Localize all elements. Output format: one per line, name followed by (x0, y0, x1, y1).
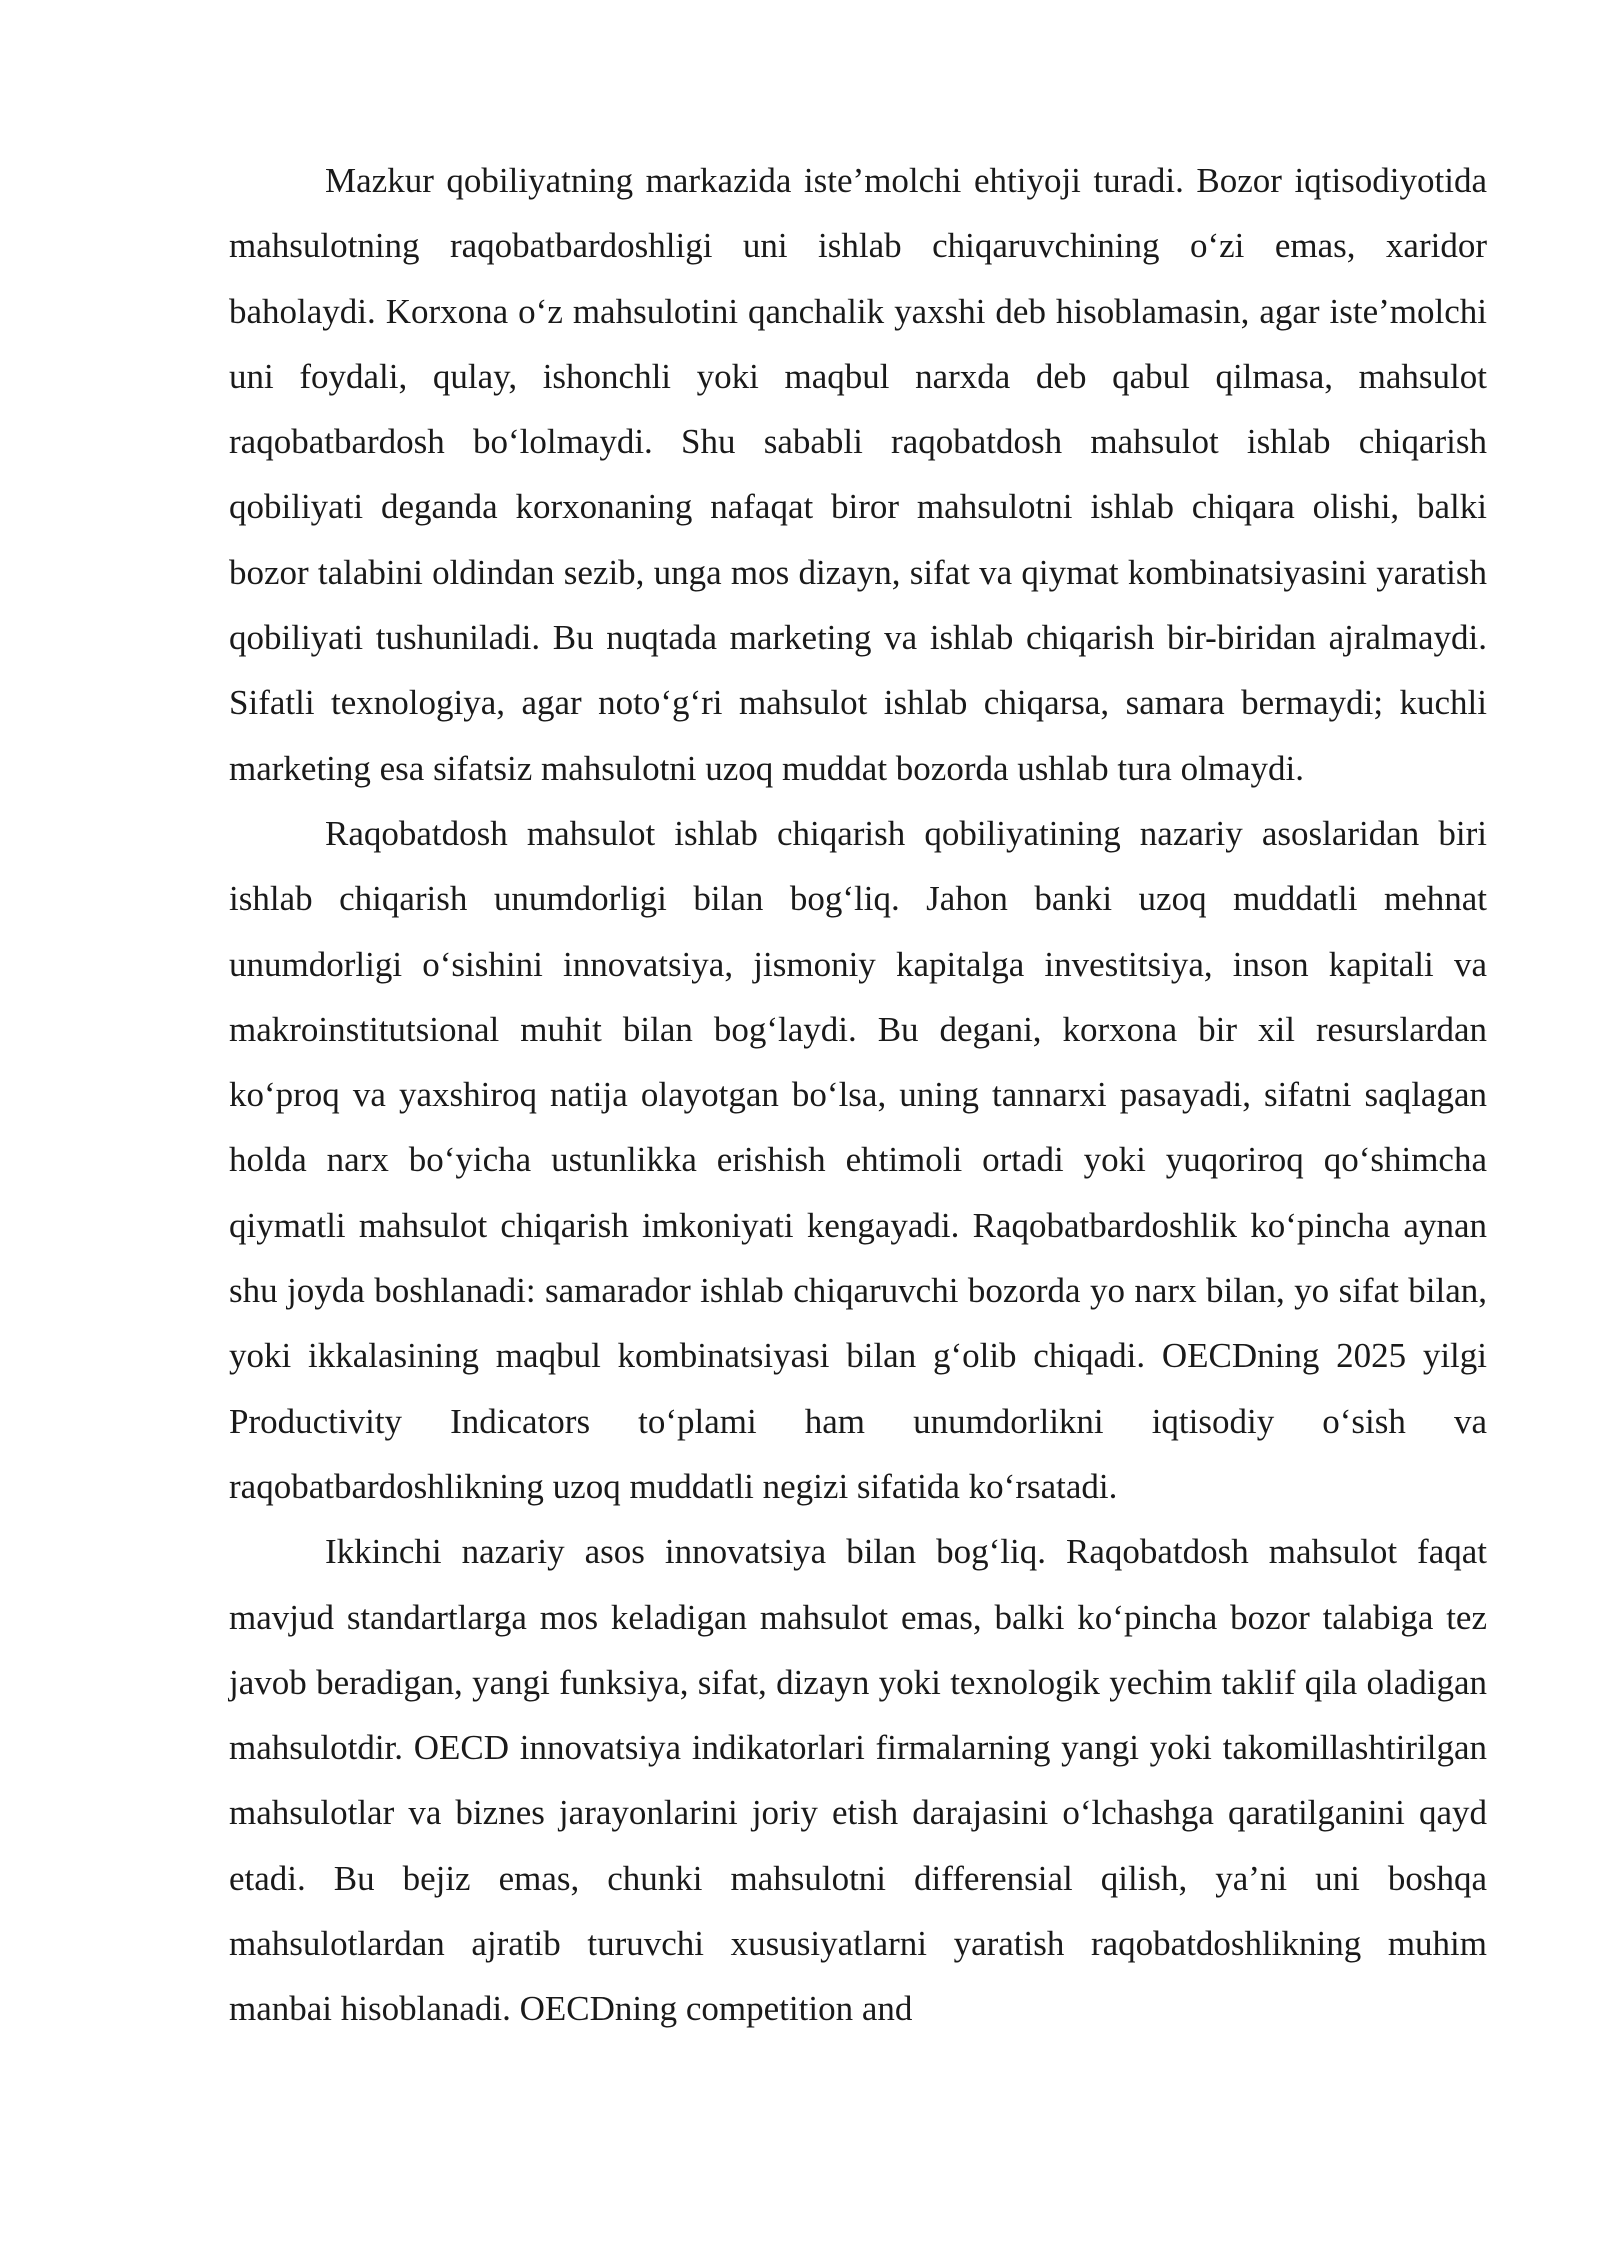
paragraph-2: Raqobatdosh mahsulot ishlab chiqarish qobiliyatining nazariy asoslaridan biri ishlab chiqarish unumdorligi bilan bog‘liq. Jahon banki uzoq muddatli mehnat unumdorligi o‘sishini innovatsiya, jismoniy kapitalga investitsiya, inson kapitali va makroinstitutsional muhit bilan bog‘laydi. Bu degani, korxona bir xil resurslardan ko‘proq va yaxshiroq natija olayotgan bo‘lsa, uning tannarxi pasayadi, sifatni saqlagan holda narx bo‘yicha ustunlikka erishish ehtimoli ortadi yoki yuqoriroq qo‘shimcha qiymatli mahsulot chiqarish imkoniyati kengayadi. Raqobatbardoshlik ko‘pincha aynan shu joyda boshlanadi: samarador ishlab chiqaruvchi bozorda yo narx bilan, yo sifat bilan, yoki ikkalasining maqbul kombinatsiyasi bilan g‘olib chiqadi. OECDning 2025 yilgi Productivity Indicators to‘plami ham unumdorlikni iqtisodiy o‘sish va raqobatbardoshlikning uzoq muddatli negizi sifatida ko‘rsatadi. (229, 813, 1487, 1506)
document-body (229, 148, 1487, 2042)
paragraph-1: Mazkur qobiliyatning markazida iste’molchi ehtiyoji turadi. Bozor iqtisodiyotida mahsulotning raqobatbardoshligi uni ishlab chiqaruvchining o‘zi emas, xaridor baholaydi. Korxona o‘z mahsulotini qanchalik yaxshi deb hisoblamasin, agar iste’molchi uni foydali, qulay, ishonchli yoki maqbul narxda deb qabul qilmasa, mahsulot raqobatbardosh bo‘lolmaydi. Shu sababli raqobatdosh mahsulot ishlab chiqarish qobiliyati deganda korxonaning nafaqat biror mahsulotni ishlab chiqara olishi, balki bozor talabini oldindan sezib, unga mos dizayn, sifat va qiymat kombinatsiyasini yaratish qobiliyati tushuniladi. Bu nuqtada marketing va ishlab chiqarish bir-biridan ajralmaydi. Sifatli texnologiya, agar noto‘g‘ri mahsulot ishlab chiqarsa, samara bermaydi; kuchli marketing esa sifatsiz mahsulotni uzoq muddat bozorda ushlab tura olmaydi. (229, 161, 1487, 788)
paragraph-3: Ikkinchi nazariy asos innovatsiya bilan bog‘liq. Raqobatdosh mahsulot faqat mavjud standartlarga mos keladigan mahsulot emas, balki ko‘pincha bozor talabiga tez javob beradigan, yangi funksiya, sifat, dizayn yoki texnologik yechim taklif qila oladigan mahsulotdir. OECD innovatsiya indikatorlari firmalarning yangi yoki takomillashtirilgan mahsulotlar va biznes jarayonlarini joriy etish darajasini o‘lchashga qaratilganini qayd etadi. Bu bejiz emas, chunki mahsulotni differensial qilish, ya’ni uni boshqa mahsulotlardan ajratib turuvchi xususiyatlarni yaratish raqobatdoshlikning muhim manbai hisoblanadi. OECDning competition and (229, 1532, 1487, 2029)
